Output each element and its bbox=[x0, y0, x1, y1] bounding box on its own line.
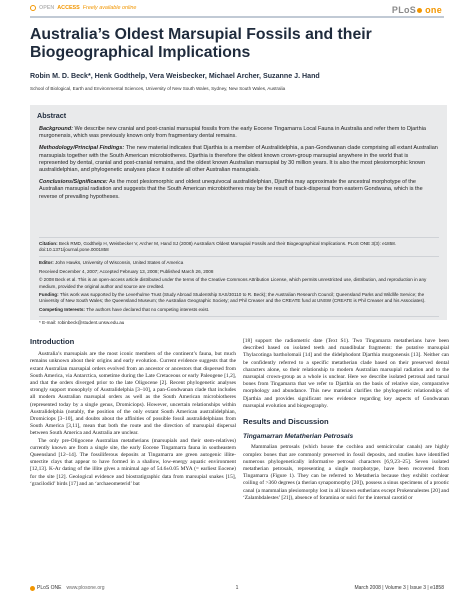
methodology-label: Methodology/Principal Findings: bbox=[39, 145, 125, 152]
conclusions-text: As the most plesiomorphic and oldest unequivocal australidelphian, Djarthia may approximate the ancestral morphotype of the Australian marsupial radiation and suggests that the South American microbiotheres may be the result of back-dispersal from eastern Gondwana, which is the reverse of prevailing hypotheses. bbox=[39, 179, 423, 200]
journal-logo bbox=[392, 5, 442, 15]
copyright-notice: © 2008 Beck et al. This is an open-access article distributed under the terms of the Creative Commons Attribution License, which permits unrestricted use, distribution, and reproduction in any medium, provided the original author and source are credited. bbox=[39, 277, 427, 289]
author-list: Robin M. D. Beck*, Henk Godthelp, Vera Weisbecker, Michael Archer, Suzanne J. Hand bbox=[30, 72, 320, 80]
competing-interests: Competing Interests: The authors have declared that no competing interests exist. bbox=[39, 307, 210, 313]
petrosals-subheading: Tingamarran Metatherian Petrosals bbox=[243, 433, 354, 441]
page-number: 1 bbox=[235, 585, 239, 591]
abstract-heading: Abstract bbox=[37, 111, 67, 120]
citation: Citation: Beck RMD, Godthelp H, Weisbecker V, Archer M, Hand SJ (2008) Australia’s Oldest Marsupial Fossils and their Biogeographical Implications. PLoS ONE 3(3): e1858. doi:10.1371/journal.pone.0001858 bbox=[39, 241, 397, 253]
metadata-divider bbox=[39, 256, 439, 257]
right-paragraph-1: [18] support the radiometric date (Text S1). Two Tingamarra metatherians have been described based on isolated teeth and mandibular fragments: the putative marsupial Thylacotinga bartholomaii [14] and the didelphodont Djarthia murgonensis [13]. Neither can be confidently referred to a specific metatherian clade based on their preserved dental characters alone, so their relationship to modern Australian marsupial radiation and to the marsupial crown-group as a whole is unclear. Here we describe isolated petrosal and tarsal bones from Tingamarra that we refer to Djarthia on the basis of relative size, comparative morphology and abundance. This new material clarifies the phylogenetic relationships of Djarthia and provides significant new evidence regarding key aspects of Gondwanan marsupial evolution and biogeography. bbox=[243, 338, 449, 409]
open-access-badge bbox=[30, 5, 136, 11]
access-label: ACCESS bbox=[57, 5, 80, 11]
intro-paragraph-2: The only pre-Oligocene Australian metatherians (marsupials and their stem-relatives) currently known are from a single site, the early Eocene Tingamarra fauna in southeastern Queensland [12–14]. The fossiliferous deposits at Tingamarra are green autogenic illite-smectite clays that appear to have formed in a shallow, low-energy aquatic environment [12,13]. K-Ar dating of the illite gives a minimal age of 54.6±0.05 MYA (= earliest Eocene) for the site [12]. Geological evidence and biostratigraphic data from marsupial snakes [15], ‘gracilodid’ birds [17] and an ‘archaeometerid’ bat bbox=[30, 437, 236, 487]
results-heading: Results and Discussion bbox=[243, 417, 329, 427]
corresponding-email: * E-mail: robinbeck@student.unsw.edu.au bbox=[39, 319, 125, 325]
header-divider bbox=[30, 16, 444, 18]
abstract-conclusions bbox=[39, 179, 439, 201]
open-label: OPEN bbox=[39, 5, 55, 11]
abstract-box bbox=[30, 105, 447, 325]
conclusions-label: Conclusions/Significance: bbox=[39, 179, 108, 186]
author-affiliation: School of Biological, Earth and Environmental Sciences, University of New South Wales, Sydney, New South Wales, Australia bbox=[30, 86, 286, 91]
logo-dot-icon bbox=[417, 8, 422, 13]
page-footer bbox=[30, 582, 444, 594]
introduction-heading: Introduction bbox=[30, 337, 75, 346]
footer-url[interactable]: www.plosone.org bbox=[66, 585, 105, 591]
funding: Funding: This work was supported by the Leverhulme Trust (Study Abroad Studentship SAS/30110 to R. Beck); the Australian Research Council; Queensland Parks and Wildlife Service; the University of New South Wales; the Queensland Museum; the Australian Geographic Society; and Phil Creaser and the CREATE fund at UNSW (CREATE is Phil Creaser and his Associates). bbox=[39, 292, 426, 304]
editor: Editor: John Hawks, University of Wisconsin, United States of America bbox=[39, 259, 184, 265]
intro-paragraph-1: Australia’s marsupials are the most iconic members of the continent’s fauna, but much remains unknown about their origins and early evolution. Current evidence suggests that the extant Australian marsupial orders evolved from an ancestor or ancestors that dispersed from South America, via Antarctica, sometime during the Late Cretaceous or early Paleogene [1,2], and that the orders diverged prior to the late Oligocene [2]. Recent phylogenetic analyses strongly support monophyly of Australidelphia [3–10], a pan-Gondwanan clade that includes all modern Australian marsupial orders as well as the South American microbiotheres (represented today by a single genus, Dromiciops). However, uncertain relationships within Australidelphia (notably, the position of the only extant South American australidelphian, Dromiciops [3–10], and doubts about the affinities of possible fossil australidelphians from South America [3,11], mean that both the route and the direction of marsupial dispersal between South America and Australia are unclear. bbox=[30, 351, 236, 437]
logo-one-text: one bbox=[425, 5, 442, 15]
freely-available-label: Freely available online bbox=[82, 5, 137, 11]
body-column-left bbox=[30, 338, 236, 488]
article-title: Australia’s Oldest Marsupial Fossils and their Biogeographical Implications bbox=[30, 26, 372, 61]
abstract-body bbox=[39, 126, 439, 206]
right-paragraph-2: Mammalian petrosals (which house the cochlea and semicircular canals) are highly complex bones that are commonly preserved in fossil deposits, and studies have identified numerous phylogenetically informative petrosal characters [6,9,23–25]. Seven isolated metatherian petrosals, representing a single morphotype, have been recovered from Tingamarra (Figure 1). They can be referred to Metatheria because they exhibit cochlear coiling of >360 degrees (a therian synapomorphy [20]), possess a sinus specimens of a prootic canal (a mammalian plesiomorphy lost in all known eutherians except Prokennalestes [20] and ‘Zalambdalestes’ [21]), absence of foramina or sulci for the internal carotid or bbox=[243, 444, 449, 501]
article-metadata bbox=[39, 235, 439, 329]
body-column-right bbox=[243, 338, 449, 502]
footer-issue: March 2008 | Volume 3 | Issue 3 | e1858 bbox=[354, 585, 444, 591]
metadata-divider bbox=[39, 316, 439, 317]
footer-logo-icon bbox=[30, 586, 35, 591]
logo-plos-text: PLoS bbox=[391, 5, 417, 15]
open-access-icon bbox=[30, 5, 36, 11]
background-text: We describe new cranial and post-cranial marsupial fossils from the early Eocene Tingamarra Local Fauna in Australia and refer them to Djarthia murgonensis, which was previously known only from fragmentary dental remains. bbox=[39, 126, 426, 140]
publication-dates: Received December 4, 2007; Accepted February 13, 2008; Published March 26, 2008 bbox=[39, 268, 214, 274]
methodology-text: The new material indicates that Djarthia is a member of Australidelphia, a pan-Gondwanan clade comprising all extant Australian marsupials together with the South American microbiotheres. Djarthia is therefore the oldest known crown-group marsupial anywhere in the world that is represented by dental, cranial and post-cranial remains, and the oldest known Australian marsupial by 30 million years. It is also the most plesiomorphic known australidelphian, and phylogenetic analyses place it outside all other Australian marsupials. bbox=[39, 145, 438, 174]
metadata-divider bbox=[39, 237, 439, 238]
abstract-methodology bbox=[39, 145, 439, 174]
background-label: Background: bbox=[39, 126, 73, 132]
footer-journal bbox=[30, 585, 354, 591]
abstract-background bbox=[39, 126, 439, 140]
footer-journal-name: PLoS ONE bbox=[37, 585, 62, 591]
